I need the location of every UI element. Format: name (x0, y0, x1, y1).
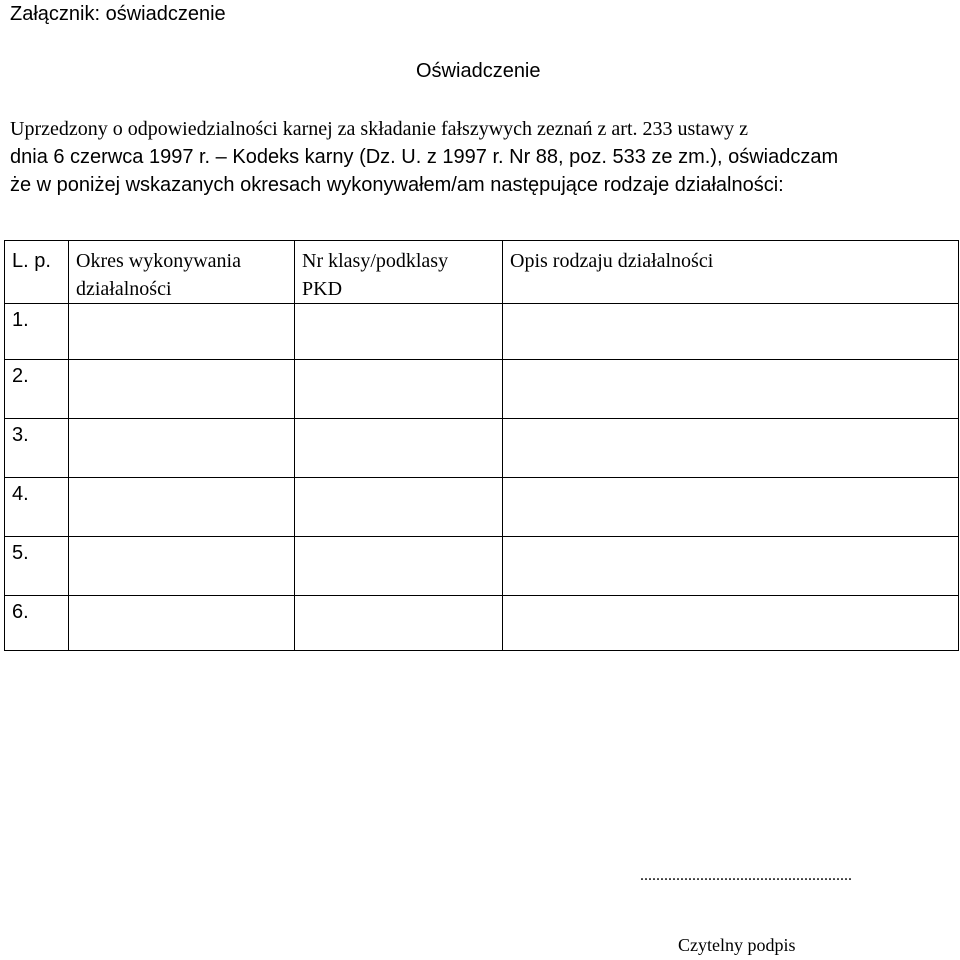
header-pkd-line-2: PKD (302, 278, 343, 300)
row-number: 4. (12, 483, 29, 505)
paragraph-line-2: dnia 6 czerwca 1997 r. – Kodeks karny (Dz. U. z 1997 r. Nr 88, poz. 533 ze zm.), oświadczam (10, 146, 839, 168)
header-pkd (295, 241, 503, 304)
table-row (5, 419, 959, 478)
period-cell[interactable] (69, 537, 295, 596)
pkd-cell[interactable] (295, 419, 503, 478)
row-number: 1. (12, 309, 29, 331)
row-number-cell (5, 304, 69, 360)
description-cell[interactable] (503, 360, 959, 419)
header-period (69, 241, 295, 304)
signature-caption: Czytelny podpis (678, 935, 796, 955)
header-period-line-2: działalności (76, 278, 172, 300)
period-cell[interactable] (69, 304, 295, 360)
table-row (5, 478, 959, 537)
row-number: 2. (12, 365, 29, 387)
period-cell[interactable] (69, 596, 295, 651)
header-period-line-1: Okres wykonywania (76, 250, 241, 272)
header-description (503, 241, 959, 304)
row-number-cell (5, 537, 69, 596)
paragraph-line-1: Uprzedzony o odpowiedzialności karnej za składanie fałszywych zeznań z art. 233 ustawy z (10, 118, 749, 140)
document-title: Oświadczenie (416, 60, 541, 82)
period-cell[interactable] (69, 419, 295, 478)
row-number-cell (5, 478, 69, 537)
row-number-cell (5, 419, 69, 478)
row-number: 5. (12, 542, 29, 564)
activities-table (4, 240, 959, 651)
attachment-label: Załącznik: oświadczenie (10, 3, 226, 25)
row-number: 6. (12, 601, 29, 623)
table-row (5, 304, 959, 360)
pkd-cell[interactable] (295, 304, 503, 360)
pkd-cell[interactable] (295, 596, 503, 651)
period-cell[interactable] (69, 478, 295, 537)
header-pkd-line-1: Nr klasy/podklasy (302, 250, 449, 272)
signature-dots: ..................................................... (640, 867, 852, 884)
header-lp (5, 241, 69, 304)
description-cell[interactable] (503, 419, 959, 478)
pkd-cell[interactable] (295, 537, 503, 596)
row-number: 3. (12, 424, 29, 446)
description-cell[interactable] (503, 478, 959, 537)
table-header-row (5, 241, 959, 304)
row-number-cell (5, 596, 69, 651)
table-row (5, 596, 959, 651)
description-cell[interactable] (503, 537, 959, 596)
description-cell[interactable] (503, 304, 959, 360)
table-row (5, 360, 959, 419)
period-cell[interactable] (69, 360, 295, 419)
header-lp-text: L. p. (12, 250, 51, 272)
pkd-cell[interactable] (295, 360, 503, 419)
row-number-cell (5, 360, 69, 419)
header-description-text: Opis rodzaju działalności (510, 250, 714, 272)
paragraph-line-3: że w poniżej wskazanych okresach wykonywałem/am następujące rodzaje działalności: (10, 174, 784, 196)
table-row (5, 537, 959, 596)
description-cell[interactable] (503, 596, 959, 651)
pkd-cell[interactable] (295, 478, 503, 537)
